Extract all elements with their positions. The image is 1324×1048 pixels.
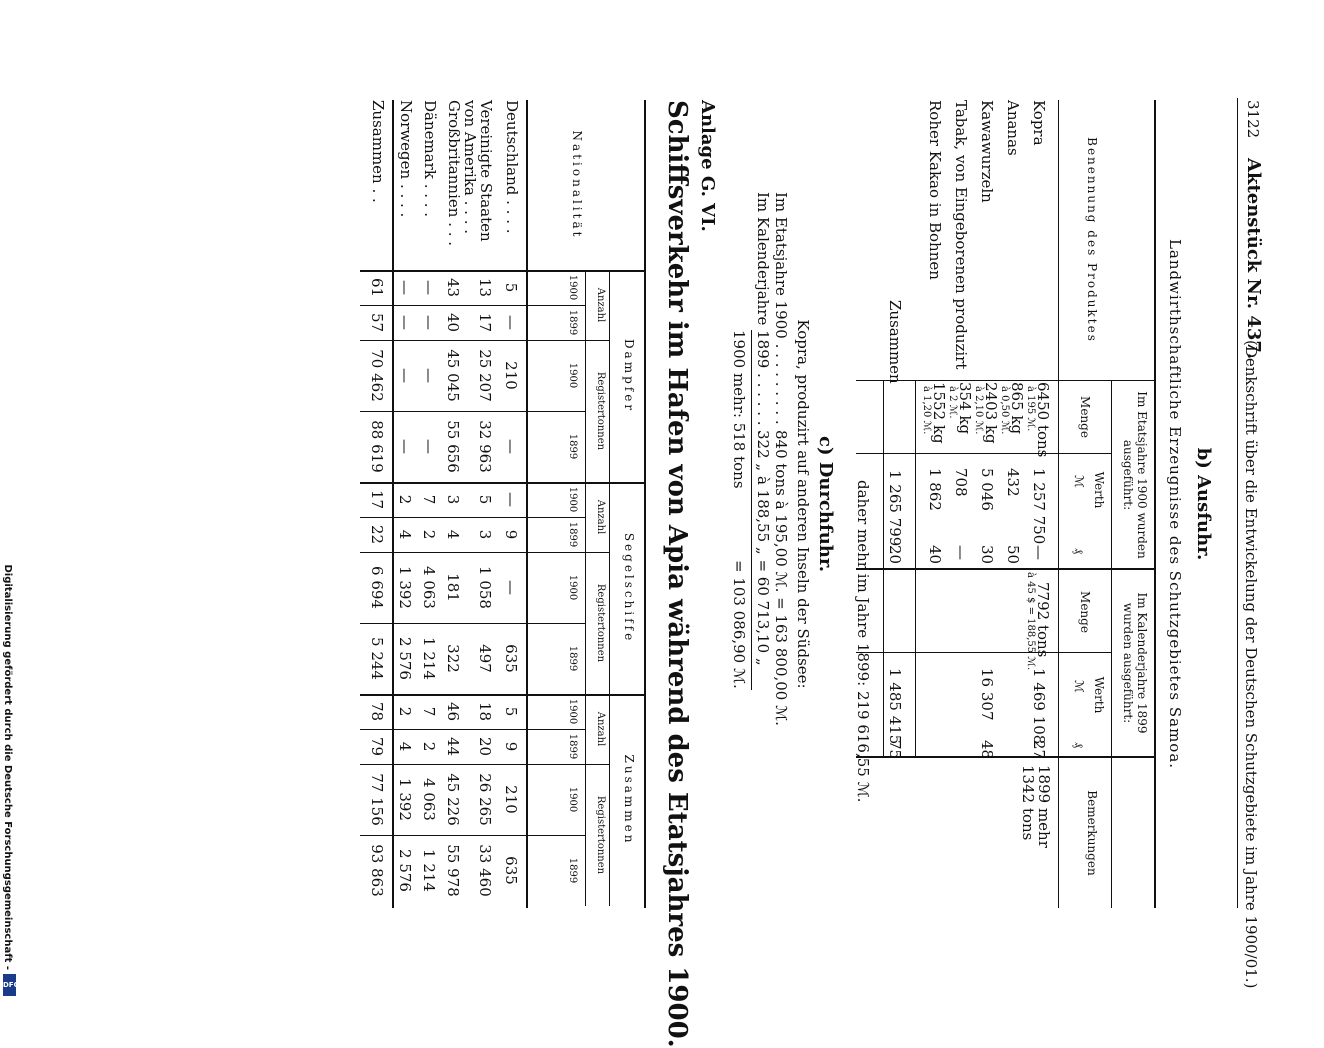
ship-total-d_a9: 57 [368,312,386,333]
export-row-product: Roher Kakao in Bohnen [926,100,944,280]
col-pf-1900: ₰ [1072,548,1086,554]
transit-line2-calc: 322 „ à 188,55 „ = 60 713,10 „ [754,430,772,666]
annex-title: Schiffsverkehr im Hafen von Apia während des Etatsjahres 1900. [662,100,692,1048]
ship-row-nation: Deutschland . . . . [503,100,521,234]
ship-row-d_a9: 40 [444,312,462,333]
year-header: 1899 [567,433,578,460]
ship-row-d_a9: — [420,315,438,330]
col-mark-1900: ℳ [1072,475,1086,488]
export-row-menge-1900: 6450 tons [1034,382,1052,458]
ship-row-z_a0: 5 [502,706,520,717]
year-header: 1900 [567,274,578,301]
ship-row-z_r9: 1 214 [420,849,438,892]
export-row-menge-1900-note: à 0,50 ℳ. [999,386,1010,435]
export-row-werth-1900-pf: 50 [1004,545,1022,565]
table2-total-rule [392,100,394,908]
export-row-remarks: 1899 mehr 1342 tons [1019,765,1053,848]
ship-row-d_r0: 210 [502,361,520,390]
ship-row-s_a0: — [502,492,520,507]
ship-total-s_a0: 17 [368,489,386,510]
export-row-product: Tabak, von Eingeborenen produzirt [952,100,970,370]
year-header: 1900 [567,698,578,725]
col-zusammen-anzahl: Anzahl [595,711,606,747]
table1-header-rule [1058,100,1059,908]
ship-row-s_a0: 7 [420,494,438,505]
export-row-menge-1899: 7792 tons [1034,582,1052,658]
export-row-werth-1899-m: 16 307 [978,668,996,721]
ship-total-z_a9: 79 [368,736,386,757]
ship-row-nation: Vereinigte Staaten von Amerika . . . . [461,100,495,242]
col-segelschiffe-anzahl: Anzahl [595,499,606,535]
export-total-1899-m: 1 485 415 [886,668,904,745]
ship-row-nation: Dänemark . . . . [421,100,439,218]
export-row-werth-1900-pf: 40 [926,545,944,565]
ship-row-s_r9: 2 576 [396,637,414,680]
ship-row-d_a0: 13 [476,277,494,298]
export-total-1900-pf: 20 [886,545,904,565]
export-row-werth-1900-m: 1 257 750 [1030,468,1048,545]
transit-sum-rule [751,330,752,690]
col-segelschiffe-register: Registertonnen [595,583,606,663]
ship-total-s_r9: 5 244 [368,637,386,680]
export-total-1900-m: 1 265 799 [886,470,904,547]
ship-row-d_r9: 55 656 [444,420,462,473]
ship-total-d_r0: 70 462 [368,349,386,402]
ship-row-s_a0: 2 [396,494,414,505]
document-title: Aktenstück Nr. 437. [1243,158,1264,360]
col-1899-group: Im Kalenderjahre 1899 wurden ausgeführt: [1121,592,1149,734]
ship-row-d_r0: — [396,368,414,383]
export-subheading: Landwirthschaftliche Erzeugnisse des Schutzgebietes Samoa. [1166,238,1184,770]
ship-row-d_a0: 43 [444,277,462,298]
ship-row-z_r9: 635 [502,856,520,885]
transit-line2-label: Im Kalenderjahre 1899 . . . . . . . [754,192,772,436]
table2-year-rule [585,694,586,906]
ship-row-s_r0: — [502,580,520,595]
ship-row-z_a9: 9 [502,741,520,752]
year-header: 1900 [567,786,578,813]
col-remarks: Bemerkungen [1085,790,1099,876]
ship-row-d_r9: 32 963 [476,420,494,473]
ship-row-d_r9: — [502,439,520,454]
table2-header-rule [526,100,528,270]
ship-row-z_a0: 7 [420,706,438,717]
ship-row-s_r0: 181 [444,573,462,602]
export-row-werth-1899-m: 1 469 108 [1030,668,1048,745]
ship-row-z_a9: 4 [396,741,414,752]
year-header: 1899 [567,521,578,548]
export-row-menge-1899-note: à 45 $ = 188,55 ℳ. [1025,572,1036,671]
ship-row-d_a9: — [396,315,414,330]
export-row-product: Kopra [1030,100,1048,146]
table2-header-rule [526,270,528,908]
year-header: 1899 [567,645,578,672]
ship-row-s_a9: 4 [396,529,414,540]
ship-row-s_r9: 322 [444,644,462,673]
ship-total-z_a0: 78 [368,701,386,722]
ship-total-d_a0: 61 [368,277,386,298]
table2-group-rule [609,270,610,482]
col-dampfer: Dampfer [622,338,636,414]
table2-group-rule [609,482,610,694]
ship-row-nation: Norwegen . . . . [397,100,415,218]
document-subtitle: (Denkschrift über die Entwickelung der Deutschen Schutzgebiete im Jahre 1900/01.) [1242,340,1260,989]
ship-row-s_a9: 3 [476,529,494,540]
ship-row-s_r9: 1 214 [420,637,438,680]
dfg-credit [0,0,20,1000]
year-header: 1900 [567,486,578,513]
ship-total-s_a9: 22 [368,524,386,545]
table1-vline [856,568,1156,570]
export-row-werth-1900-pf: 30 [978,545,996,565]
ship-row-z_r9: 2 576 [396,849,414,892]
ship-total-nation: Zusammen . . [369,100,387,203]
col-werth-1900: Werth [1092,471,1106,509]
year-header: 1900 [567,362,578,389]
ship-row-z_a0: 2 [396,706,414,717]
ship-total-z_r0: 77 156 [368,773,386,826]
ship-row-z_a0: 18 [476,701,494,722]
year-header: 1900 [567,574,578,601]
export-difference: daher mehr im Jahre 1899: 219 616,55 ℳ. [854,480,872,803]
export-row-werth-1899-pf: 27 [1030,740,1048,760]
header-rule [1237,98,1238,908]
ship-row-d_a9: — [502,315,520,330]
transit-line3-label: 1900 mehr: 518 tons [730,330,748,489]
ship-row-d_r0: 25 207 [476,349,494,402]
table1-subrule [1111,380,1112,908]
export-row-werth-1899-pf: 48 [978,740,996,760]
ship-row-s_r9: 497 [476,644,494,673]
year-header: 1899 [567,309,578,336]
col-product-header: Benennung des Produktes [1085,137,1099,343]
col-werth-1899: Werth [1092,676,1106,714]
col-pf-1899: ₰ [1072,742,1086,748]
ship-row-d_a9: 17 [476,312,494,333]
export-row-menge-1900-note: à 195 ℳ. [1025,386,1036,432]
ship-row-nation: Großbritannien . . . [445,100,463,247]
export-row-menge-1900-note: à 1,20 ℳ. [921,386,932,435]
export-row-werth-1900-pf: — [952,545,970,560]
export-row-menge-1900: 354 kg [956,382,974,435]
col-segelschiffe: Segelschiffe [622,532,636,644]
year-header: 1899 [567,857,578,884]
ship-row-z_r0: 4 063 [420,778,438,821]
ship-row-z_a9: 2 [420,741,438,752]
ship-row-z_r0: 26 265 [476,773,494,826]
export-row-menge-1900-note: à 2,10 ℳ. [973,386,984,435]
export-total-label: Zusammen [886,300,904,384]
col-dampfer-anzahl: Anzahl [595,287,606,323]
transit-line1-label: Im Etatsjahre 1900 . . . . . . . . . [772,192,790,425]
table2-year-rule [585,270,586,482]
ship-row-d_a0: 5 [502,282,520,293]
ship-row-s_a0: 3 [444,494,462,505]
ship-total-z_r9: 93 863 [368,844,386,897]
ship-row-s_a9: 2 [420,529,438,540]
table1-total-rule [915,380,916,756]
ship-row-s_a9: 9 [502,529,520,540]
ship-row-d_r9: — [420,439,438,454]
col-menge-1899: Menge [1078,591,1092,633]
ship-row-s_a0: 5 [476,494,494,505]
ship-total-d_r9: 88 619 [368,420,386,473]
table2-top-rule [644,100,646,908]
transit-line3-calc: = 103 086,90 ℳ. [730,560,748,689]
ship-row-z_a9: 44 [444,736,462,757]
export-row-werth-1900-m: 1 862 [926,468,944,511]
table1-bottom-rule [883,380,884,756]
ship-row-z_r9: 33 460 [476,844,494,897]
ship-row-s_r0: 1 392 [396,566,414,609]
export-row-menge-1900: 865 kg [1008,382,1026,435]
export-row-product: Ananas [1004,100,1022,156]
ship-total-s_r0: 6 694 [368,566,386,609]
export-heading: b) Ausfuhr. [1193,447,1214,561]
col-menge-1900: Menge [1078,396,1092,438]
transit-subheading: Kopra, produzirt auf anderen Inseln der Südsee: [794,319,812,689]
ship-row-s_r0: 4 063 [420,566,438,609]
export-row-menge-1900: 1552 kg [930,382,948,444]
table1-top-rule [1154,100,1156,908]
ship-row-d_a0: — [420,280,438,295]
dfg-credit-text: Digitalisierung gefördert durch die Deutsche Forschungsgemeinschaft - [2,564,13,970]
ship-row-z_a0: 46 [444,701,462,722]
col-zusammen-register: Registertonnen [595,795,606,875]
export-row-menge-1900: 2403 kg [982,382,1000,444]
ship-row-d_r0: — [420,368,438,383]
ship-row-d_a0: — [396,280,414,295]
export-row-product: Kawawurzeln [978,100,996,203]
ship-row-z_r0: 1 392 [396,778,414,821]
col-dampfer-register: Registertonnen [595,371,606,451]
col-mark-1899: ℳ [1072,680,1086,693]
page-number: 3122 [1244,100,1262,139]
table2-group-rule [609,694,610,906]
ship-row-z_r0: 45 226 [444,773,462,826]
table2-year-rule [585,482,586,694]
transit-heading: c) Durchfuhr. [815,436,836,572]
dfg-logo: DFG [3,974,16,996]
export-row-werth-1900-m: 432 [1004,468,1022,497]
col-zusammen: Zusammen [622,754,636,846]
ship-row-d_r0: 45 045 [444,349,462,402]
ship-row-z_r0: 210 [502,785,520,814]
table1-vline [856,453,1112,454]
ship-row-s_a9: 4 [444,529,462,540]
ship-row-d_r9: — [396,439,414,454]
ship-row-s_r0: 1 058 [476,566,494,609]
ship-row-z_r9: 55 978 [444,844,462,897]
year-header: 1899 [567,733,578,760]
ship-row-s_r9: 635 [502,644,520,673]
ship-row-z_a9: 20 [476,736,494,757]
col-1900-group: Im Etatsjahre 1900 wurden ausgeführt: [1121,391,1149,559]
col-nationality: Nationalität [570,130,584,240]
annex-label: Anlage G. VI. [697,100,718,232]
export-row-menge-1900-note: à 2 ℳ. [947,386,958,419]
table1-vline [856,652,1112,653]
export-total-1899-pf: 75 [886,740,904,760]
export-row-werth-1900-m: 708 [952,468,970,497]
transit-line1-calc: 840 tons à 195,00 ℳ. = 163 800,00 ℳ. [772,430,790,726]
export-row-werth-1900-pf: — [1030,545,1048,560]
export-row-werth-1900-m: 5 046 [978,468,996,511]
